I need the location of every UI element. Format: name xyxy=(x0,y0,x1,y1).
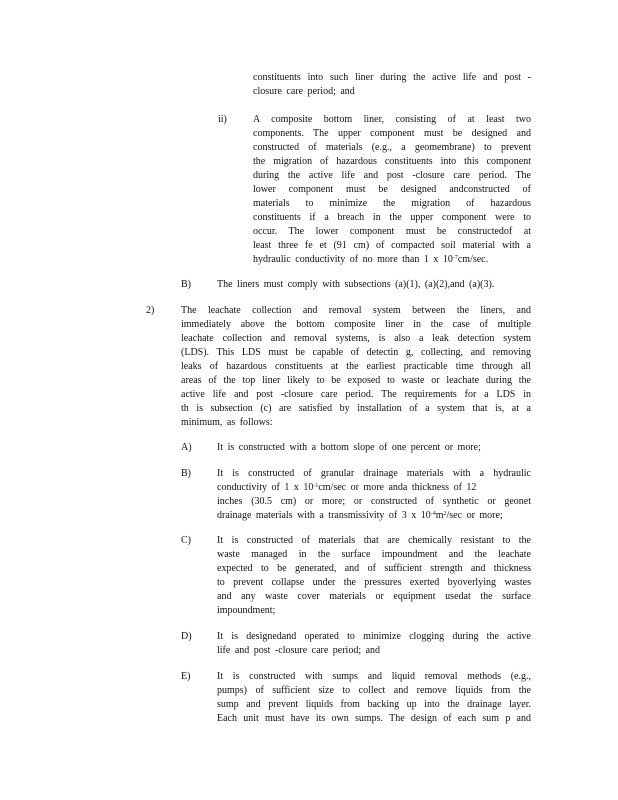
text-line: components. The upper component must be designed and xyxy=(253,128,531,139)
item-b-label: B) xyxy=(181,468,191,479)
text-line: immediately above the bottom composite liner in the case of multiple xyxy=(181,319,531,330)
text-line: materials to minimize the migration of hazardous xyxy=(253,198,531,209)
item-b-liner-label: B) xyxy=(181,279,191,290)
item-b-paragraph xyxy=(217,467,531,523)
item-2-paragraph xyxy=(181,304,531,430)
text-line: It is constructed of granular drainage materials with a hydraulic xyxy=(217,468,531,479)
item-a-label: A) xyxy=(181,442,192,453)
text-line: constructed of materials (e.g., a geomembrane) to prevent xyxy=(253,142,531,153)
text-line: drainage materials with a transmissivity of 3 x $10^{-4}m^2/\sec$ or more; xyxy=(217,510,503,521)
intro-continuation xyxy=(253,71,531,99)
text-line: Each unit must have its own sumps. The design of each sum p and xyxy=(217,713,531,724)
item-d-paragraph xyxy=(217,630,531,658)
item-e-label: E) xyxy=(181,671,191,682)
text-line: during the active life and post -closure care period. The xyxy=(253,170,531,181)
text-line: areas of the top liner likely to be exposed to waste or leachate during the xyxy=(181,375,531,386)
text-line: minimum, as follows: xyxy=(181,417,273,428)
text-line: life and post -closure care period; and xyxy=(217,645,381,656)
text-line: sump and prevent liquids from backing up into the drainage layer. xyxy=(217,699,531,710)
text-line: The leachate collection and removal system between the liners, and xyxy=(181,305,531,316)
text-line: leaks of hazardous constituents at the earliest practicable time through all xyxy=(181,361,531,372)
item-ii-label: ii) xyxy=(218,114,227,125)
text-line: It is constructed with sumps and liquid removal methods (e.g., xyxy=(217,671,531,682)
text-line: leachate collection and removal systems, is also a leak detection system xyxy=(181,333,531,344)
text-line: occur. The lower component must be constructedof at xyxy=(253,226,531,237)
text-line: constituents if a breach in the upper component were to xyxy=(253,212,531,223)
text-line: to prevent collapse under the pressures exerted byoverlying wastes xyxy=(217,577,531,588)
item-2-label: 2) xyxy=(146,305,155,316)
item-c-label: C) xyxy=(181,535,191,546)
text-line: least three fe et (91 cm) of compacted soil material with a xyxy=(253,240,531,251)
text-line: It is constructed of materials that are chemically resistant to the xyxy=(217,535,531,546)
item-b-liner-text xyxy=(217,278,531,292)
text-line: the migration of hazardous constituents into this component xyxy=(253,156,531,167)
text-line: pumps) of sufficient size to collect and remove liquids from the xyxy=(217,685,531,696)
text-line: expected to be generated, and of sufficient strength and thickness xyxy=(217,563,531,574)
text-line: impoundment; xyxy=(217,605,276,616)
text-line: A composite bottom liner, consisting of at least two xyxy=(253,114,531,125)
text-line: and any waste cover materials or equipment usedat the surface xyxy=(217,591,531,602)
item-d-label: D) xyxy=(181,631,192,642)
item-e-paragraph xyxy=(217,670,531,726)
item-ii-paragraph xyxy=(253,113,531,267)
text-line: constituents into such liner during the active life and post - xyxy=(253,72,531,83)
text-line: inches (30.5 cm) or more; or constructed of synthetic or geonet xyxy=(217,496,531,507)
text-line: hydraulic conductivity of no more than 1 x $10^{-7}cm/\sec$. xyxy=(253,254,489,265)
text-line: active life and post -closure care period. The requirements for a LDS in xyxy=(181,389,531,400)
text-line: lower component must be designed andconstructed of xyxy=(253,184,531,195)
text-line: waste managed in the surface impoundment and the leachate xyxy=(217,549,531,560)
text-line: It is designedand operated to minimize clogging during the active xyxy=(217,631,531,642)
text-line: closure care period; and xyxy=(253,86,355,97)
item-c-paragraph xyxy=(217,534,531,618)
item-a-text xyxy=(217,441,531,455)
text-line: th is subsection (c) are satisfied by installation of a system that is, at a xyxy=(181,403,531,414)
text-line: The liners must comply with subsections (a)(1), (a)(2),and (a)(3). xyxy=(217,279,495,290)
text-line: conductivity of 1 x $10^{-1}cm/\sec$ or more anda thickness of 12 xyxy=(217,482,477,493)
text-line: (LDS). This LDS must be capable of detectin g, collecting, and removing xyxy=(181,347,531,358)
text-line: It is constructed with a bottom slope of one percent or more; xyxy=(217,442,481,453)
